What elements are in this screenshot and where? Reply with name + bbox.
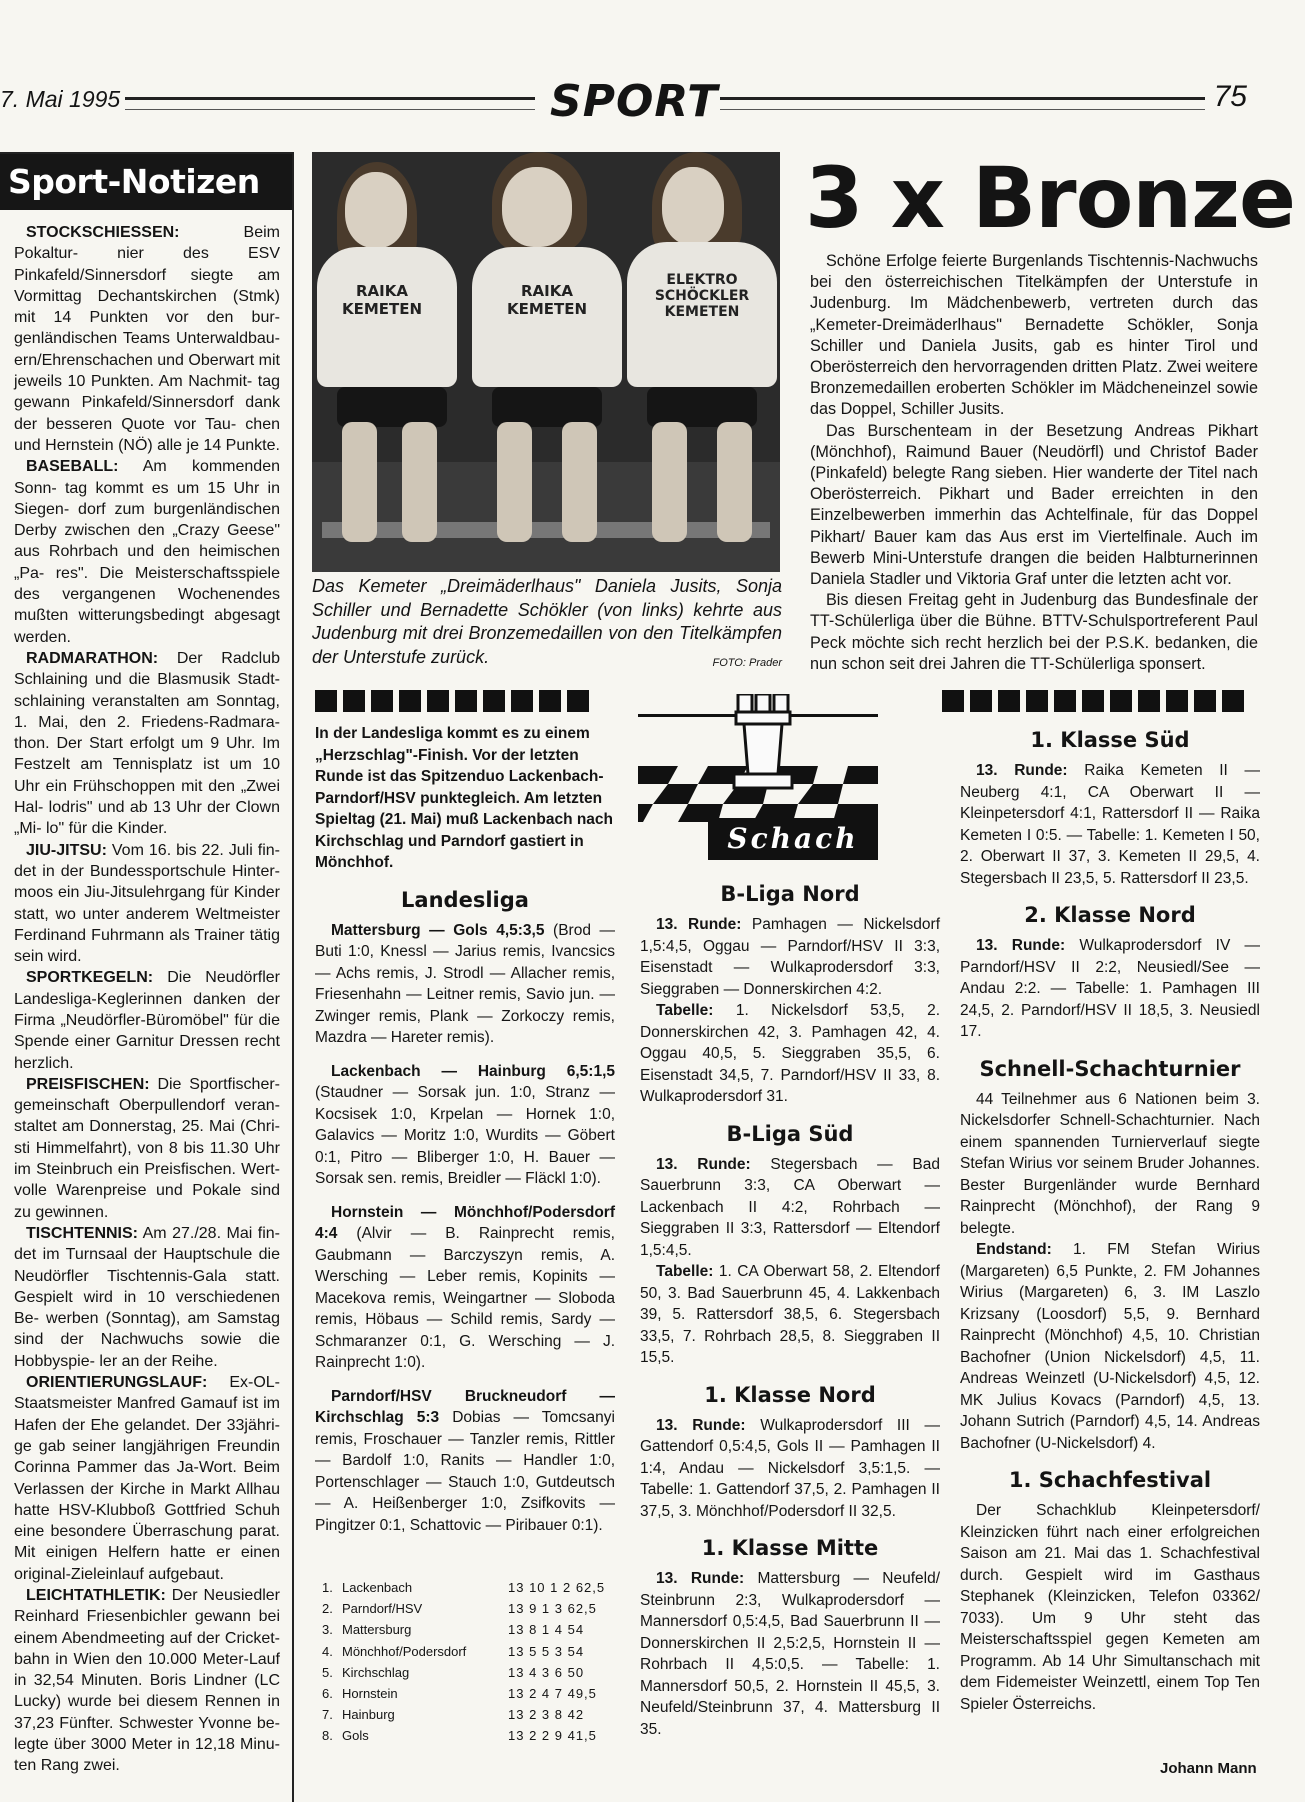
table-stats: 13 2 4 7 49,5 <box>508 1685 597 1701</box>
match-paragraph <box>315 1061 615 1190</box>
table-stats: 13 5 5 3 54 <box>508 1643 585 1659</box>
team-photo <box>312 152 780 572</box>
match-head: Lackenbach — Hainburg 6,5:1,5 <box>331 1062 615 1080</box>
schach-section-body <box>640 914 940 1108</box>
schach-section-body <box>960 1500 1260 1715</box>
shirt-text-left: RAIKA KEMETEN <box>341 282 423 318</box>
table-row <box>322 1704 622 1725</box>
table-row <box>322 1619 622 1640</box>
photo-girl-left <box>317 152 467 552</box>
match-text: (Brod — Buti 1:0, Knessl — Jarius remis, Ivancsics — Achs remis, J. Strodl — Allacher remis, Friesenhahn — Leitner remis, Savio jun. — Zwinger remis, Plank — Zorkoczy remis, Mazdra — Hareter remis). <box>315 921 615 1046</box>
sport-notizen-column <box>0 152 294 1802</box>
landesliga-matches <box>315 920 615 1537</box>
table-row <box>322 1598 622 1619</box>
table-rank: 2. <box>322 1601 333 1617</box>
schach-text: Pamhagen — Nickelsdorf 1,5:4,5, Oggau — Parndorf/HSV II 3:3, Eisenstadt — Wulkaprodersdorf 3:3, Sieggraben — Donnerskirchen 4:2. <box>640 916 941 998</box>
notiz-text: Am 27./28. Mai fin- det im Turnsaal der Hauptschule die Neudörfler Tischtennis-Gala statt. Gespielt wird in 10 verschiedenen Be- werben (Sonntag), am Samstag sind der Nachwuchs sowie die Hobbyspie- ler an der Reihe. <box>14 1224 280 1370</box>
match-paragraph <box>315 1386 615 1537</box>
bronze-headline: 3 x Bronze <box>805 149 1295 247</box>
notizen-title: Sport-Notizen <box>0 154 292 210</box>
schach-lead: Tabelle: <box>656 1002 714 1019</box>
schach-lead: 13. Runde: <box>976 762 1068 779</box>
match-text: Dobias — Tomcsanyi remis, Froschauer — Tanzler remis, Rittler — Bardolf 1:0, Ranits — Handler 1:0, Portenschlager — Stauch 1:0, Gutdeutsch — A. Heißenberger 1:0, Zsifkovits — Pingitzer 0:1, Schattovic — Piribauer 0:1). <box>315 1409 615 1534</box>
schach-text: Wulkaprodersdorf III — Gattendorf 0,5:4,5, Gols II — Pamhagen II 1:4, Andau — Nickelsdorf 3,5:1,5. — Tabelle: 1. Gattendorf 37,5, 2. Pamhagen II 37,5, 3. Mönchhof/Podersdorf II 32,5. <box>640 1416 940 1520</box>
schach-text: Raika Kemeten II — Neuberg 4:1, CA Oberwart II — Kleinpetersdorf 4:1, Rattersdorf II — Raika Kemeten I 0:5. — Tabelle: 1. Kemeten I 50, 2. Oberwart II 37, 3. Kemeten II 29,5, 4. Stegersbach II 23,5, 5. Rattersdorf II 23,5. <box>960 762 1260 887</box>
schach-lead: Endstand: <box>976 1241 1052 1258</box>
photo-credit: FOTO: Prader <box>712 656 782 669</box>
header-rule-right <box>720 97 1205 110</box>
notiz-paragraph <box>14 648 280 840</box>
schach-paragraph <box>640 1568 940 1740</box>
match-paragraph <box>315 920 615 1049</box>
table-rank: 7. <box>322 1707 333 1723</box>
schach-text: Wulkaprodersdorf IV — Parndorf/HSV II 2:2, Neusiedl/See — Andau 2:2. — Tabelle: 1. Pamhagen III 24,5, 2. Parndorf/HSV II 18,5, 3. Neusiedl 17. <box>960 937 1260 1040</box>
table-team: Kirchschlag <box>342 1664 410 1680</box>
schach-lead: 13. Runde: <box>656 916 742 933</box>
match-head: Hornstein — Mönchhof/Podersdorf 4:4 <box>315 1203 615 1242</box>
table-team: Hornstein <box>342 1685 398 1701</box>
table-rank: 4. <box>322 1643 333 1659</box>
match-text: (Alvir — B. Rainprecht remis, Gaubmann — Barczyszyn remis, A. Wersching — Leber remis, Kopinits — Macekova remis, Weingartner — Sloboda remis, Höbaus — Schild remis, Sardy — Schmaranzer 0:1, G. Wersching — J. Rainprecht 1:0). <box>315 1225 615 1371</box>
notiz-text: Am kommenden Sonn- tag kommt es um 15 Uhr in Siegen- dorf zum burgenländischen Derby zwischen den „Crazy Geese" aus Rohrbach und den heimischen „Pa- res". Die Meisterschaftsspiele des vergangenen Wochenendes mußten witterungsbedingt abgesagt werden. <box>14 458 280 646</box>
notiz-text: Der Radclub Schlaining und die Blasmusik Stadt- schlaining veranstalten am Sonntag, 1. Mai, den 2. Friedens-Radmara- thon. Der Start erfolgt um 9 Uhr. Im Festzelt am Tennisplatz ist um 10 Uhr ein Frühschoppen mit den „Zwei Hal- lodris" und ab 13 Uhr der Clown „Mi- lo" für die Kinder. <box>14 649 280 838</box>
table-team: Hainburg <box>342 1707 395 1723</box>
schach-text: 44 Teilnehmer aus 6 Nationen beim 3. Nickelsdorfer Schnell-Schachturnier. Nach einem spannenden Turnierverlauf siegte Stefan Wirius vor seinem Bruder Johannes. Bester Burgenländer wurde Bernhard Rainprecht (Mönchhof), der Rang 9 belegte. <box>960 1090 1260 1237</box>
match-head: Mattersburg — Gols 4,5:3,5 <box>331 921 545 939</box>
schach-column-right <box>960 728 1260 1727</box>
schach-logo <box>638 694 878 864</box>
landesliga-table <box>322 1577 622 1747</box>
notiz-lead: BASEBALL: <box>26 458 119 476</box>
schach-paragraph <box>960 1239 1260 1454</box>
decor-squares-left <box>315 690 589 712</box>
bronze-body <box>810 251 1258 675</box>
schach-section-body <box>640 1415 940 1523</box>
header-rule-left <box>125 97 535 110</box>
schach-heading: 2. Klasse Nord <box>1024 903 1196 927</box>
schach-section-body <box>640 1154 940 1369</box>
table-row <box>322 1577 622 1598</box>
schach-paragraph <box>640 1261 940 1369</box>
notiz-paragraph <box>14 840 280 968</box>
schach-paragraph <box>960 1500 1260 1715</box>
match-paragraph <box>315 1202 615 1374</box>
schach-heading: 1. Klasse Nord <box>704 1382 876 1407</box>
notiz-text: Vom 16. bis 22. Juli fin- det in der Bundessportschule Hinter- moos ein Jiu-Jitsulehrgang für Kinder statt, wo unter anderem Weltmeister Ferdinand Fuhrmann als Trainer tätig sein wird. <box>14 841 280 966</box>
photo-girl-middle <box>472 152 622 552</box>
notiz-text: Der Neusiedler Reinhard Friesenbichler gewann bei einem Abendmeeting auf der Cricket- bahn in Wien den 10.000 Meter-Lauf in 32,54 Minuten. Boris Lindner (LC Lucky) wurde bei diesem Rennen in 37,23 Fünfter. Schwester Yvonne be- legte über 3000 Meter in 12,18 Minu- ten Rang zwei. <box>14 1587 280 1775</box>
notiz-paragraph <box>14 456 280 648</box>
table-row <box>322 1662 622 1683</box>
schach-section-body <box>960 760 1260 889</box>
schach-column-middle <box>640 882 940 1752</box>
schach-heading: Schnell-Schachturnier <box>979 1056 1241 1081</box>
schach-text: Der Schachklub Kleinpetersdorf/ Kleinzicken führt nach einer erfolgreichen Saison am 21. Mai das 1. Schachfestival durch. Gespielt wird im Gasthaus Stephanek (Kleinzicken, Telefon 03362/ 7033). Um 9 Uhr steht das Meisterschaftsspiel gegen Kemeten am Programm. Ab 14 Uhr Simultanschach mit dem Fidemeister Weinzettl, einem Top Ten Spieler Österreichs. <box>960 1502 1260 1713</box>
notiz-text: Beim Pokaltur- nier des ESV Pinkafeld/Sinnersdorf siegte am Vormittag Dechantskirchen (Stmk) mit 14 Punkten vor den bur- genländischen Teams Unterwaldbau- ern/Ehrenschachen und Oberwart mit jeweils 10 Punkten. Am Nachmit- tag gewann Pinkafeld/Sinnersdorf dank der besseren Quote vor Tau- chen und Hernstein (NÖ) alle je 14 Punkte. <box>14 224 280 454</box>
chess-rook-icon <box>638 694 878 824</box>
schach-heading: B-Liga Nord <box>720 882 860 906</box>
author-signature: Johann Mann <box>1160 1760 1257 1777</box>
table-team: Mattersburg <box>342 1622 412 1638</box>
page-number: 75 <box>1213 80 1247 113</box>
schach-heading: 1. Klasse Süd <box>1030 728 1190 752</box>
schach-lead: 13. Runde: <box>976 937 1066 954</box>
schach-section-body <box>960 935 1260 1043</box>
schach-heading: 1. Schachfestival <box>1008 1468 1212 1492</box>
table-rank: 1. <box>322 1580 333 1595</box>
photo-girl-right <box>627 152 777 552</box>
notiz-lead: LEICHTATHLETIK: <box>26 1587 166 1604</box>
schach-label: Schach <box>708 818 878 860</box>
schach-lead: 13. Runde: <box>656 1155 751 1173</box>
match-report <box>315 1061 615 1190</box>
notiz-paragraph <box>14 222 280 456</box>
table-row <box>322 1641 622 1662</box>
table-stats: 13 4 3 6 50 <box>508 1664 585 1680</box>
notiz-lead: RADMARATHON: <box>26 649 159 667</box>
table-rank: 3. <box>322 1622 333 1638</box>
schach-paragraph <box>640 914 940 1000</box>
landesliga-heading: Landesliga <box>401 887 529 912</box>
notizen-body <box>0 210 292 1777</box>
schach-lead: Tabelle: <box>656 1263 714 1280</box>
schach-paragraph <box>640 1415 940 1523</box>
decor-squares-right <box>942 690 1244 712</box>
photo-caption <box>312 575 782 675</box>
match-report <box>315 1386 615 1537</box>
notiz-lead: PREISFISCHEN: <box>26 1075 150 1093</box>
notiz-paragraph <box>14 1372 280 1585</box>
schach-paragraph <box>640 1000 940 1108</box>
schach-section-body <box>640 1568 940 1740</box>
schach-text: 1. Nickelsdorf 53,5, 2. Donnerskirchen 42, 3. Pamhagen 42, 4. Oggau 40,5, 5. Sieggraben 35,5, 6. Eisenstadt 34,5, 7. Parndorf/HSV II 33, 8. Wulkaprodersdorf 31. <box>640 1002 940 1105</box>
notiz-paragraph <box>14 1585 280 1777</box>
schach-text: Mattersburg — Neufeld/ Steinbrunn 2:3, Wulkaprodersdorf — Mannersdorf 0,5:4,5, Bad Sauerbrunn II — Donnerskirchen II 2,5:2,5, Hornstein II — Rohrbach II 4,5:0,5. — Tabelle: 1. Mannersdorf 50,5, 2. Hornstein II 45,5, 3. Neufeld/Steinbrunn 37, 4. Mattersburg II 35. <box>640 1570 940 1738</box>
table-stats: 13 2 2 9 41,5 <box>508 1728 597 1744</box>
bronze-paragraph: Schöne Erfolge feierte Burgenlands Tischtennis-Nachwuchs bei den österreichischen Titelkämpfen der Unterstufe in Judenburg. Im Mädchenbewerb, vertreten durch das „Kemeter-Dreimäderlhaus" Bernadette Schökler, Sonja Schiller und Daniela Jusits, gab es hinter Tirol und Oberösterreich den hervorragenden dritten Platz. Zwei weitere Bronzemedaillen eroberten Schökler im Mädcheneinzel sowie das Doppel, Schiller Jusits. <box>810 252 1258 419</box>
table-team: Parndorf/HSV <box>342 1601 423 1617</box>
table-team: Gols <box>342 1728 369 1744</box>
match-text: (Staudner — Sorsak jun. 1:0, Stranz — Kocsisek 1:0, Krpelan — Hornek 1:0, Galavics — Moritz 1:0, Wurdits — Göbert 0:1, Pitro — Bliberger 1:0, H. Bauer — Sorsak sen. remis, Breidler — Fläckl 1:0). <box>315 1084 615 1187</box>
schach-lead: 13. Runde: <box>656 1416 746 1434</box>
schach-text: 1. FM Stefan Wirius (Margareten) 6,5 Punkte, 2. FM Johannes Wirius (Margareten) 6, 3. IM Laszlo Krizsany (Loosdorf) 5,5, 9. Bernhard Rainprecht (Mönchhof) 4,5, 10. Christian Bachofner (Union Nickelsdorf) 4,5, 11. Andreas Weinzetl (U-Nickelsdorf) 4,5, 12. MK Julius Kovacs (Parndorf) 4,5, 13. Johann Sutrich (Parndorf) 4,5, 14. Andreas Bachofner (U-Nickelsdorf) 4. <box>960 1241 1260 1452</box>
table-rank: 8. <box>322 1728 333 1744</box>
shirt-text-middle: RAIKA KEMETEN <box>506 282 588 318</box>
notiz-paragraph <box>14 967 280 1073</box>
table-stats: 13 2 3 8 42 <box>508 1707 585 1723</box>
schach-heading: 1. Klasse Mitte <box>701 1536 879 1560</box>
schach-heading: B-Liga Süd <box>726 1121 854 1146</box>
schach-paragraph <box>960 935 1260 1043</box>
schach-lead: 13. Runde: <box>656 1570 745 1587</box>
schach-text: Stegersbach — Bad Sauerbrunn 3:3, CA Oberwart — Lackenbach II 4:2, Rohrbach — Sieggraben II 3:3, Rattersdorf — Eltendorf 1,5:4,5. <box>640 1155 940 1259</box>
caption-text: Das Kemeter „Dreimäderlhaus" Daniela Jusits, Sonja Schiller und Bernadette Schökler (von links) kehrte aus Judenburg mit drei Bronzemedaillen von den Titelkämpfen der Unterstufe zurück. <box>312 576 782 667</box>
table-stats: 13 10 1 2 62,5 <box>508 1580 606 1595</box>
table-rank: 5. <box>322 1664 333 1680</box>
landesliga-lead: In der Landesliga kommt es zu einem „Herzschlag"-Finish. Vor der letzten Runde ist das Spitzenduo Lackenbach-Parndorf/HSV punktegleich. Am letzten Spieltag (21. Mai) muß Lackenbach nach Kirchschlag und Parndorf gastiert in Mönchhof. <box>315 725 614 871</box>
bronze-paragraph: Bis diesen Freitag geht in Judenburg das Bundesfinale der TT-Schülerliga über die Bühne. BTTV-Schulsportreferent Paul Peck möchte sich recht herzlich bei der P.S.K. bedanken, die nun schon seit drei Jahren die TT-Schülerliga sponsert. <box>810 591 1258 673</box>
landesliga-column <box>315 723 615 1548</box>
notiz-paragraph <box>14 1074 280 1223</box>
notiz-lead: STOCKSCHIESSEN: <box>26 224 180 241</box>
table-row <box>322 1725 622 1746</box>
notiz-lead: TISCHTENNIS: <box>26 1224 138 1242</box>
notiz-paragraph <box>14 1223 280 1372</box>
schach-paragraph <box>960 1089 1260 1240</box>
table-team: Lackenbach <box>342 1580 413 1595</box>
bronze-paragraph: Das Burschenteam in der Besetzung Andreas Pikhart (Mönchhof), Raimund Bauer (Neudörfl) und Christof Bader (Pinkafeld) belegte Rang sieben. Hier wanderte der Titel nach Oberösterreich. Pikhart und Bader erreichten in den Einzelbewerben immerhin das Achtelfinale, für das Doppel Pikhart/ Bauer kam das Aus erst im Viertelfinale. Auch im Bewerb Mini-Unterstufe drangen die beiden Halbturnerinnen Daniela Stadler und Viktoria Graf unter die letzten acht vor. <box>810 421 1258 589</box>
section-title: SPORT <box>550 76 719 127</box>
table-stats: 13 9 1 3 62,5 <box>508 1601 597 1617</box>
notiz-lead: SPORTKEGELN: <box>26 969 154 987</box>
table-team: Mönchhof/Podersdorf <box>342 1643 467 1659</box>
schach-paragraph <box>640 1154 940 1262</box>
schach-paragraph <box>960 760 1260 889</box>
notiz-text: Die Neudörfler Landesliga-Keglerinnen danken der Firma „Neudörfler-Büromöbel" für die Spende einer Garnitur Dressen recht herzlich. <box>14 969 280 1072</box>
notiz-lead: ORIENTIERUNGSLAUF: <box>26 1374 208 1392</box>
table-row <box>322 1683 622 1704</box>
schach-text: 1. CA Oberwart 58, 2. Eltendorf 50, 3. Bad Sauerbrunn 45, 4. Lakkenbach 39, 5. Rattersdorf 38,5, 6. Stegersbach 33,5, 7. Rohrbach 28,5, 8. Sieggraben II 15,5. <box>640 1263 940 1366</box>
table-rank: 6. <box>322 1685 333 1701</box>
issue-date: 7. Mai 1995 <box>0 86 121 112</box>
match-report <box>315 1202 615 1374</box>
page-header <box>0 76 1265 127</box>
notiz-text: Ex-OL- Staatsmeister Manfred Gamauf ist im Hafen der Ehe gelandet. Der 33jähri- ge gab seiner langjährigen Freundin Corinna Pammer das Ja-Wort. Beim Verlassen der Kirche in Markt Allhau hatte HSV-Klubboß Gottfried Schuh eine besondere Überraschung parat. Mit einigen Helfern hatte er einen original-Zieleinlauf aufgebaut. <box>14 1374 280 1583</box>
shirt-text-right: ELEKTRO SCHÖCKLER KEMETEN <box>654 272 750 320</box>
table-stats: 13 8 1 4 54 <box>508 1622 585 1638</box>
notiz-text: Die Sportfischer- gemeinschaft Oberpullendorf veran- staltet am Donnerstag, 25. Mai (Chri- sti Himmelfahrt), von 8 bis 11.30 Uhr im Steinbruch ein Preisfischen. Wert- volle Warenpreise und Pokale sind zu gewinnen. <box>14 1075 280 1221</box>
match-head: Parndorf/HSV Bruckneudorf — Kirchschlag 5:3 <box>315 1387 615 1426</box>
match-report <box>315 920 615 1049</box>
schach-section-body <box>960 1089 1260 1455</box>
notiz-lead: JIU-JITSU: <box>26 841 107 859</box>
